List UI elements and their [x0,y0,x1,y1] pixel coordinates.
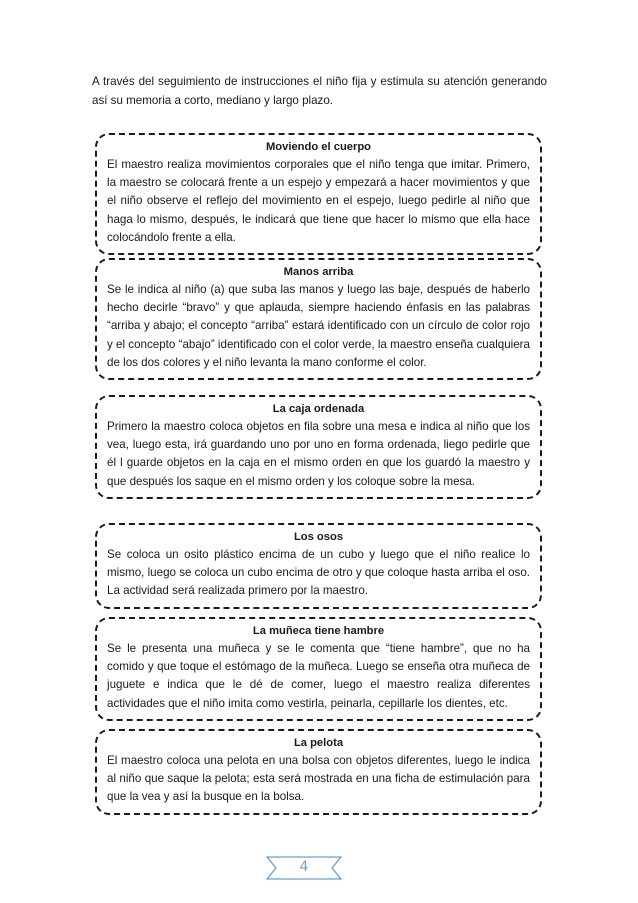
activity-title: La caja ordenada [272,403,365,415]
page-number-badge [264,853,344,883]
activity-card-la-caja-ordenada [95,395,542,499]
activity-title: Los osos [293,531,344,543]
activity-text: Se le indica al niño (a) que suba las manos y luego las baje, después de haberlo hecho decirle “bravo” y que aplauda, siempre haciendo énfasis en las palabras “arriba y abajo; el concepto “arriba” estará identificado con un círculo de color rojo y el concepto “abajo” identificado con el color verde, la maestro enseña cualquiera de los dos colores y el niño levanta la mano conforme el color. [107,283,530,369]
activity-text: Se le presenta una muñeca y se le comenta que “tiene hambre”, que no ha comido y que toque el estómago de la muñeca. Luego se enseña otra muñeca de juguete e indica que le dé de comer, luego el maestro realiza diferentes actividades que el niño imita como vestirla, peinarla, cepillarle los dientes, etc. [107,642,530,710]
activity-text: Se coloca un osito plástico encima de un cubo y luego que el niño realice lo mismo, luego se coloca un cubo encima de otro y que coloque hasta arriba el oso. La actividad será realizada primero por la maestro. [107,548,530,598]
activity-text: El maestro coloca una pelota en una bolsa con objetos diferentes, luego le indica al niño que saque la pelota; esta será mostrada en una ficha de estimulación para que la vea y así la busque en la bolsa. [107,754,530,804]
intro-paragraph: A través del seguimiento de instrucciones el niño fija y estimula su atención generando así su memoria a corto, mediano y largo plazo. [92,75,547,107]
activity-card-la-pelota [95,729,542,815]
activity-card-manos-arriba [95,258,542,380]
activity-text: El maestro realiza movimientos corporales que el niño tenga que imitar. Primero, la maestro se colocará frente a un espejo y empezará a hacer movimientos y que el niño observe el reflejo del movimiento en el espejo, luego pedirle al niño que haga lo mismo, después, le indicará que tiene que hacer lo mismo que ella hace colocándolo frente a ella. [107,158,530,244]
activity-title: Moviendo el cuerpo [265,141,372,153]
activity-card-moviendo-el-cuerpo [95,133,542,255]
page-number: 4 [299,859,309,875]
activity-title: Manos arriba [283,266,354,278]
activity-card-la-muneca-tiene-hambre [95,617,542,721]
activity-card-los-osos [95,523,542,609]
activity-title: La muñeca tiene hambre [252,625,385,637]
activity-title: La pelota [293,737,344,749]
activity-text: Primero la maestro coloca objetos en fila sobre una mesa e indica al niño que los vea, luego esta, irá guardando uno por uno en forma ordenada, liego pedirle que él l guarde objetos en la caja en el mismo orden en que los guardó la maestro y que después los saque en el mismo orden y los coloque sobre la mesa. [107,420,530,488]
